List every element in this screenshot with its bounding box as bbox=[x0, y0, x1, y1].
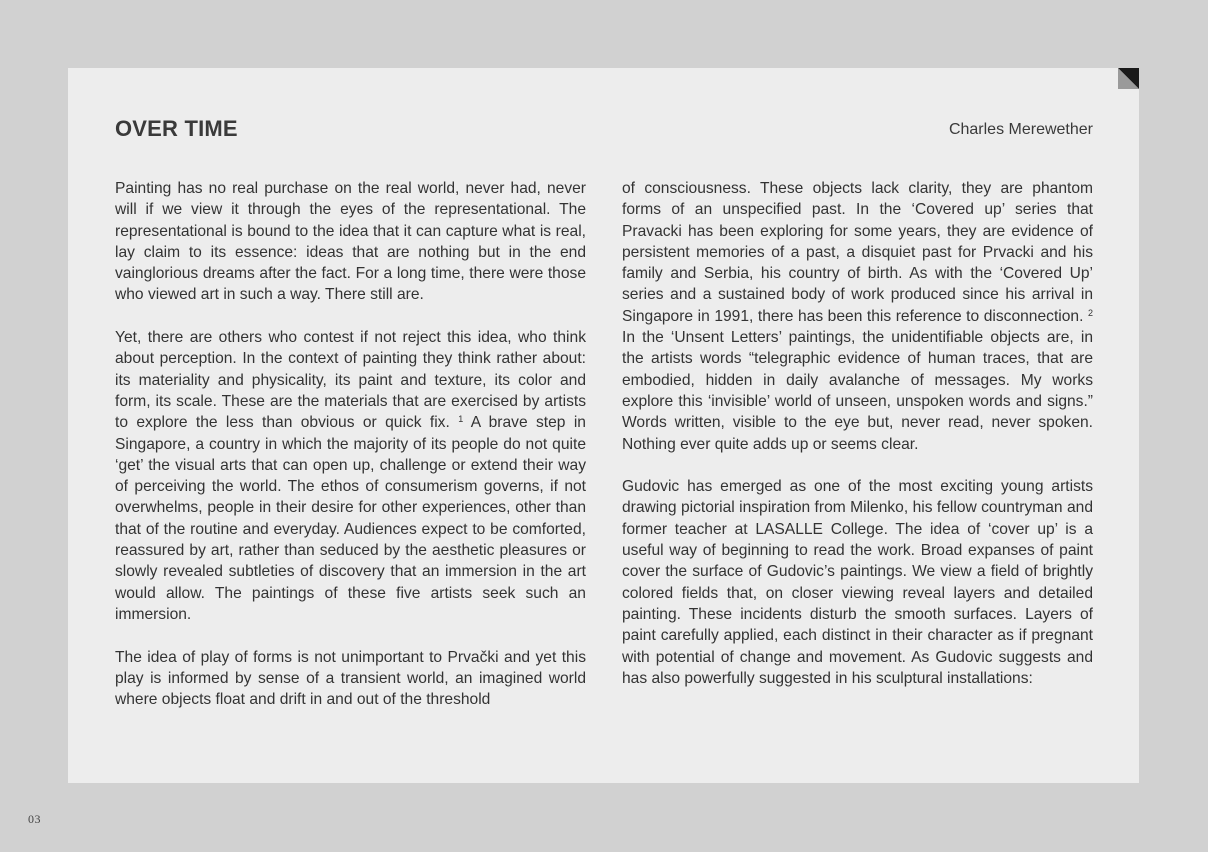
paragraph-text: of consciousness. These objects lack clarity, they are phantom forms of an unspecified past. In the ‘Covered up’ series that Pravacki has been exploring for some years, they are evidence of persistent memories of a past, a disquiet past for Prvacki and his family and Serbia, his country of birth. As with the ‘Covered Up’ series and a sustained body of work produced since his arrival in Singapore in 1991, there has been this reference to disconnection. bbox=[622, 180, 1093, 325]
paragraph bbox=[622, 178, 1093, 455]
page-sheet bbox=[68, 68, 1139, 783]
paragraph-text: In the ‘Unsent Letters’ paintings, the unidentifiable objects are, in the artists words “telegraphic evidence of human traces, that are embodied, hidden in daily avalanche of messages. My works explore this ‘invisible’ world of unseen, unspoken words and signs.” Words written, visible to the eye but, never read, never spoken. Nothing ever quite adds up or seems clear. bbox=[622, 329, 1093, 453]
right-text-column bbox=[622, 178, 1093, 689]
paragraph: The idea of play of forms is not unimportant to Prvački and yet this play is informed by sense of a transient world, an imagined world where objects float and drift in and out of the threshold bbox=[115, 648, 586, 709]
left-text-column bbox=[115, 178, 586, 710]
paragraph-text: Yet, there are others who contest if not reject this idea, who think about perception. In the context of painting they think rather about: its materiality and physicality, its paint and texture, its color and form, its scale. These are the materials that are exercised by artists to explore the less than obvious or quick fix. bbox=[115, 329, 586, 432]
corner-fold-icon bbox=[1118, 68, 1139, 89]
paragraph-text: A brave step in Singapore, a country in which the majority of its people do not quite ‘get’ the visual arts that can open up, challenge or extend their way of perceiving the world. The ethos of consumerism governs, if not overwhelms, people in their desire for other experiences, other than that of the routine and everyday. Audiences expect to be comforted, reassured by art, rather than seduced by the aesthetic pleasures or slowly revealed subtleties of discovery that an immersion in the art would allow. The paintings of these five artists seek such an immersion. bbox=[115, 414, 586, 623]
footnote-marker: 1 bbox=[458, 414, 464, 425]
article-title: OVER TIME bbox=[115, 116, 238, 141]
page-number: 03 bbox=[28, 812, 41, 826]
footnote-marker: 2 bbox=[1087, 307, 1093, 318]
paragraph: Painting has no real purchase on the real world, never had, never will if we view it through the eyes of the representational. The representational is bound to the idea that it can capture what is real, lay claim to its essence: ideas that are nothing but in the end vainglorious dreams after the fact. For a long time, there were those who viewed art in such a way. There still are. bbox=[115, 180, 586, 304]
author-name: Charles Merewether bbox=[948, 121, 1093, 138]
paragraph bbox=[115, 327, 586, 625]
paragraph: Gudovic has emerged as one of the most exciting young artists drawing pictorial inspiration from Milenko, his fellow countryman and former teacher at LASALLE College. The idea of ‘cover up’ is a useful way of beginning to read the work. Broad expanses of paint cover the surface of Gudovic’s paintings. We view a field of brightly colored fields that, on closer viewing reveal layers and detailed painting. These incidents disturb the smooth surfaces. Layers of paint carefully applied, each distinct in their character as if pregnant with potential of change and movement. As Gudovic suggests and has also powerfully suggested in his sculptural installations: bbox=[622, 478, 1093, 687]
